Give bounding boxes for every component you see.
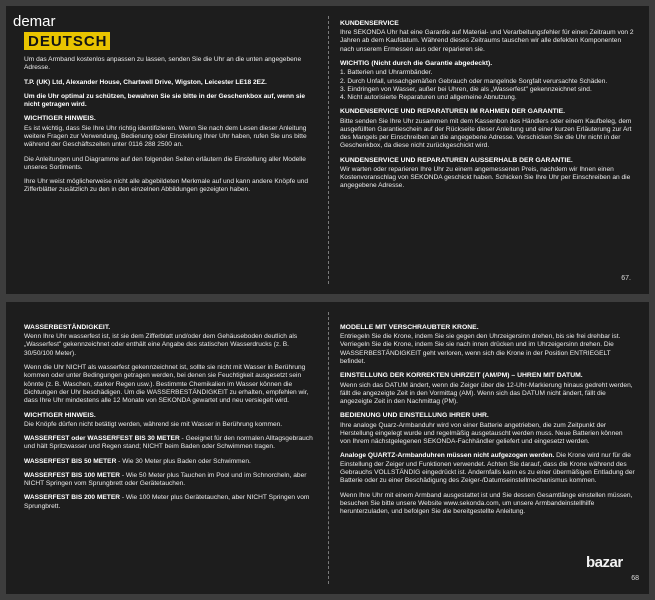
- quartz-text: [340, 452, 635, 485]
- quartz-detail: Die Krone wird nur für die Einstellung der Zeiger und Funktionen verwendet. Achten Sie darauf, dass die Krone während des Gebrauchs VOLLSTÄNDIG eingedrückt ist. Andernfalls kann es zu einer übermäßigen Entladung der Batterie oder zu einer Beschädigung des Zeiger-/Datumseinstellmechanismus kommen.: [340, 452, 635, 485]
- quartz-label: Analoge QUARTZ-Armbanduhren müssen nicht aufgezogen werden.: [340, 452, 555, 460]
- water-resistance-text: Wenn Ihre Uhr wasserfest ist, ist sie dem Zifferblatt und/oder dem Gehäuseboden deutlich als „Wasserfest" gekennzeichnet oder enthält eine Angabe des statischen Wasserdrucks (z. B. 30/50/100 Meter).: [24, 333, 298, 357]
- rating-50m: [24, 458, 318, 466]
- rating-text: - Geeignet für den normalen Alltagsgebrauch und hält Spritzwasser und Regen stand; NICHT beim Baden oder Schwimmen tragen.: [24, 434, 313, 451]
- operation-title: BEDIENUNG UND EINSTELLUNG IHRER UHR.: [340, 412, 489, 420]
- important-note-title: WICHTIGER HINWEIS.: [24, 115, 96, 123]
- customer-service-text: Ihre SEKONDA Uhr hat eine Garantie auf Material- und Verarbeitungsfehler für einen Zeitraum von 2 Jahren ab dem Kaufdatum. Während dieses Zeitraums tauschen wir alle defekten Komponenten nach unserem Ermessen aus oder reparieren sie.: [340, 29, 634, 53]
- important-note-text: Es ist wichtig, dass Sie Ihre Uhr richtig identifizieren. Wenn Sie nach dem Lesen dieser Anleitung weitere Fragen zur Verwendung, Bedienung oder Einstellung Ihrer Uhr haben, rufen Sie uns bitte während der Geschäftszeiten unter 0116 288 2500 an.: [24, 124, 307, 149]
- warranty-repairs-text: Bitte senden Sie Ihre Uhr zusammen mit dem Kassenbon des Händlers oder einem Kaufbeleg, dem ausgefüllten Garantieschein auf der Rückseite dieser Anleitung und einer kurzen Erläuterung zur Art des Mangels per Einschreiben an die angegebene Adresse. Verschicken Sie die Uhr nicht in der Geschenkbox, da diese nicht zurückgeschickt wird.: [340, 117, 632, 150]
- rating-label: WASSERFEST BIS 50 METER: [24, 457, 117, 465]
- watermark-text: demar: [13, 13, 56, 30]
- page-number: 68: [631, 575, 639, 582]
- not-covered-item: 2. Durch Unfall, unsachgemäßen Gebrauch oder mangelnde Sorgfalt verursachte Schäden.: [340, 77, 608, 85]
- gift-box-note: Um die Uhr optimal zu schützen, bewahren Sie sie bitte in der Geschenkbox auf, wenn sie nicht getragen wird.: [24, 92, 306, 109]
- top-right-column: [328, 20, 649, 197]
- rating-label: WASSERFEST BIS 100 METER: [24, 471, 120, 479]
- service-address: T.P. (UK) Ltd, Alexander House, Chartwell Drive, Wigston, Leicester LE18 2EZ.: [24, 78, 267, 86]
- important-note-text: Die Knöpfe dürfen nicht betätigt werden, während sie mit Wasser in Berührung kommen.: [24, 420, 283, 428]
- top-left-column: [6, 56, 328, 201]
- rating-100m: [24, 472, 318, 489]
- warranty-repairs-title: KUNDENSERVICE UND REPARATUREN IM RAHMEN DER GARANTIE.: [340, 108, 566, 116]
- water-resistance-title: WASSERBESTÄNDIGKEIT.: [24, 324, 111, 331]
- customer-service-title: KUNDENSERVICE: [340, 20, 399, 27]
- diagrams-text: Die Anleitungen und Diagramme auf den folgenden Seiten erläutern die Einstellung aller Modelle unseres Sortiments.: [24, 155, 306, 171]
- page-number: 67.: [621, 275, 631, 282]
- rating-label: WASSERFEST oder WASSERFEST BIS 30 METER: [24, 434, 180, 442]
- outside-warranty-text: Wir warten oder reparieren Ihre Uhr zu einem angemessenen Preis, nachdem wir Ihnen einen Kostenvoranschlag von SEKONDA geschickt haben. Schicken Sie Ihre Uhr per Einschreiben an die angegebene Adresse.: [340, 165, 631, 190]
- am-pm-title: EINSTELLUNG DER KORREKTEN UHRZEIT (AM/PM) – UHREN MIT DATUM.: [340, 372, 583, 380]
- bracelet-adjust-text: Wenn Ihre Uhr mit einem Armband ausgestattet ist und Sie dessen Gesamtlänge einstellen müssen, besuchen Sie bitte unsere Website www.sekonda.com, um unsere Armbandeinstellhilfe herunterzuladen, und befolgen Sie die bereitgestellte Anleitung.: [340, 491, 633, 516]
- language-heading: DEUTSCH: [28, 33, 108, 50]
- bazar-logo: bazar: [586, 554, 623, 571]
- page-68: [6, 302, 649, 594]
- page-67: [6, 6, 649, 294]
- outside-warranty-title: KUNDENSERVICE UND REPARATUREN AUSSERHALB DER GARANTIE.: [340, 156, 573, 164]
- not-covered-title: WICHTIG (Nicht durch die Garantie abgedeckt).: [340, 60, 493, 68]
- features-text: Ihre Uhr weist möglicherweise nicht alle abgebildeten Merkmale auf und kann andere Knöpfe und Zifferblätter zusätzlich zu den in den einzelnen Abbildungen gezeigten haben.: [24, 178, 309, 194]
- bottom-left-column: [6, 324, 328, 517]
- screw-crown-text: Entriegeln Sie die Krone, indem Sie sie gegen den Uhrzeigersinn drehen, bis sie frei drehbar ist. Verriegeln Sie die Krone, indem Sie sie nach innen drücken und im Uhrzeigersinn drehen. Die WASSERBESTÄNDIGKEIT geht verloren, wenn sich die Krone in der Position ENTRIEGELT befindet.: [340, 333, 621, 366]
- am-pm-text: Wenn sich das DATUM ändert, wenn die Zeiger über die 12-Uhr-Markierung hinaus gedreht werden, fällt die angezeigte Zeit in den Vormittag (AM). Wenn sich das DATUM nicht ändert, fällt die angezeigte Zeit in den Nachmittag (PM).: [340, 381, 633, 406]
- not-water-resistant-text: Wenn die Uhr NICHT als wasserfest gekennzeichnet ist, sollte sie nicht mit Wasser in Berührung kommen oder unter Bedingungen getragen werden, bei denen sie Feuchtigkeit ausgesetzt sein könnte (z. B. Waschen, starker Regen usw.). Bestimmte Chemikalien im Wasser können die Dichtungen der Uhr beschädigen. Um die WASSERBESTÄNDIGKEIT zu erhalten, empfehlen wir, dass Ihre Uhr mindestens alle 12 Monate von SEKONDA gewartet und neu versiegelt wird.: [24, 364, 309, 405]
- rating-30m: [24, 435, 318, 452]
- rating-text: - Wie 50 Meter plus Tauchen im Pool und im Schnorcheln, aber NICHT Springen vom Sprungbrett oder Gerätetauchen.: [24, 471, 307, 488]
- operation-text: Ihre analoge Quarz-Armbanduhr wird von einer Batterie angetrieben, die zum Zeitpunkt der Herstellung eingelegt wurde und regelmäßig ausgetauscht werden muss. Neue Batterien können von Ihrem nächstgelegenen SEKONDA-Fachhändler geliefert und eingesetzt werden.: [340, 421, 623, 446]
- screw-crown-title: MODELLE MIT VERSCHRAUBTER KRONE.: [340, 324, 479, 331]
- important-note-title: WICHTIGER HINWEIS.: [24, 411, 96, 419]
- not-covered-item: 1. Batterien und Uhrarmbänder.: [340, 69, 433, 77]
- rating-text: - Wie 30 Meter plus Baden oder Schwimmen.: [116, 457, 251, 465]
- rating-200m: [24, 494, 318, 511]
- rating-text: - Wie 100 Meter plus Gerätetauchen, aber NICHT Springen vom Sprungbrett.: [24, 494, 310, 510]
- not-covered-item: 3. Eindringen von Wasser, außer bei Uhren, die als „Wasserfest" gekennzeichnet sind.: [340, 85, 592, 93]
- rating-label: WASSERFEST BIS 200 METER: [24, 494, 120, 502]
- strap-adjust-text: Um das Armband kostenlos anpassen zu lassen, senden Sie die Uhr an die unten angegebene Adresse.: [24, 56, 302, 72]
- bottom-right-column: [328, 324, 649, 523]
- not-covered-item: 4. Nicht autorisierte Reparaturen und allgemeine Abnutzung.: [340, 94, 517, 102]
